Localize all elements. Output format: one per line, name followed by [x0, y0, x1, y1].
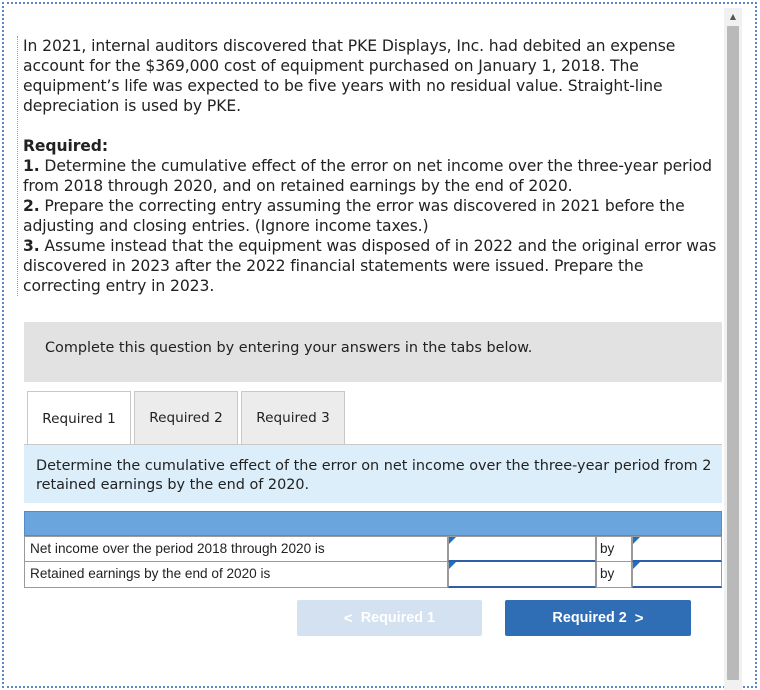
amount-input[interactable]	[448, 562, 596, 588]
direction-dropdown[interactable]	[632, 562, 722, 588]
table-header	[24, 511, 722, 536]
requirements-list	[23, 136, 717, 296]
tab-prompt	[24, 445, 722, 503]
tab-required-3[interactable]: Required 3	[241, 391, 345, 445]
requirement-1: 1. Determine the cumulative effect of the error on net income over the three-year period from 2018 through 2020, and on retained earnings by the end of 2020.	[23, 157, 712, 195]
direction-dropdown[interactable]	[632, 536, 722, 562]
instruction-banner	[24, 322, 722, 382]
scroll-up-arrow-icon[interactable]: ▲	[729, 12, 737, 21]
amount-input[interactable]	[448, 536, 596, 562]
by-label: by	[596, 562, 632, 588]
instruction-text: Complete this question by entering your answers in the tabs below.	[45, 340, 533, 356]
table-row	[24, 562, 722, 588]
prompt-line-2: retained earnings by the end of 2020.	[36, 477, 310, 493]
question-content	[17, 36, 717, 296]
row-label: Retained earnings by the end of 2020 is	[24, 562, 448, 588]
row-label: Net income over the period 2018 through 2020 is	[24, 536, 448, 562]
table-row	[24, 536, 722, 562]
scroll-thumb[interactable]	[727, 26, 739, 680]
next-required-button[interactable]: Required 2 >	[505, 600, 691, 636]
prompt-line-1: Determine the cumulative effect of the error on net income over the three-year period from 2	[36, 458, 712, 474]
chevron-left-icon: <	[343, 609, 353, 627]
requirement-3: 3. Assume instead that the equipment was disposed of in 2022 and the original error was discovered in 2023 after the 2022 financial statements were issued. Prepare the correcting entry in 2023.	[23, 237, 717, 295]
required-heading: Required:	[23, 137, 108, 155]
requirement-2: 2. Prepare the correcting entry assuming the error was discovered in 2021 before the adjusting and closing entries. (Ignore income taxes.)	[23, 197, 685, 235]
question-text	[17, 36, 717, 296]
prev-required-button[interactable]: < Required 1	[297, 600, 482, 636]
by-label: by	[596, 536, 632, 562]
question-intro: In 2021, internal auditors discovered that PKE Displays, Inc. had debited an expense account for the $369,000 cost of equipment purchased on January 1, 2018. The equipment’s life was expected to be five years with no residual value. Straight-line depreciation is used by PKE.	[23, 37, 676, 115]
tab-required-2[interactable]: Required 2	[134, 391, 238, 445]
tab-required-1[interactable]: Required 1	[27, 391, 131, 446]
answer-table	[24, 511, 722, 588]
vertical-scrollbar[interactable]	[724, 8, 742, 690]
chevron-right-icon: >	[634, 609, 644, 627]
